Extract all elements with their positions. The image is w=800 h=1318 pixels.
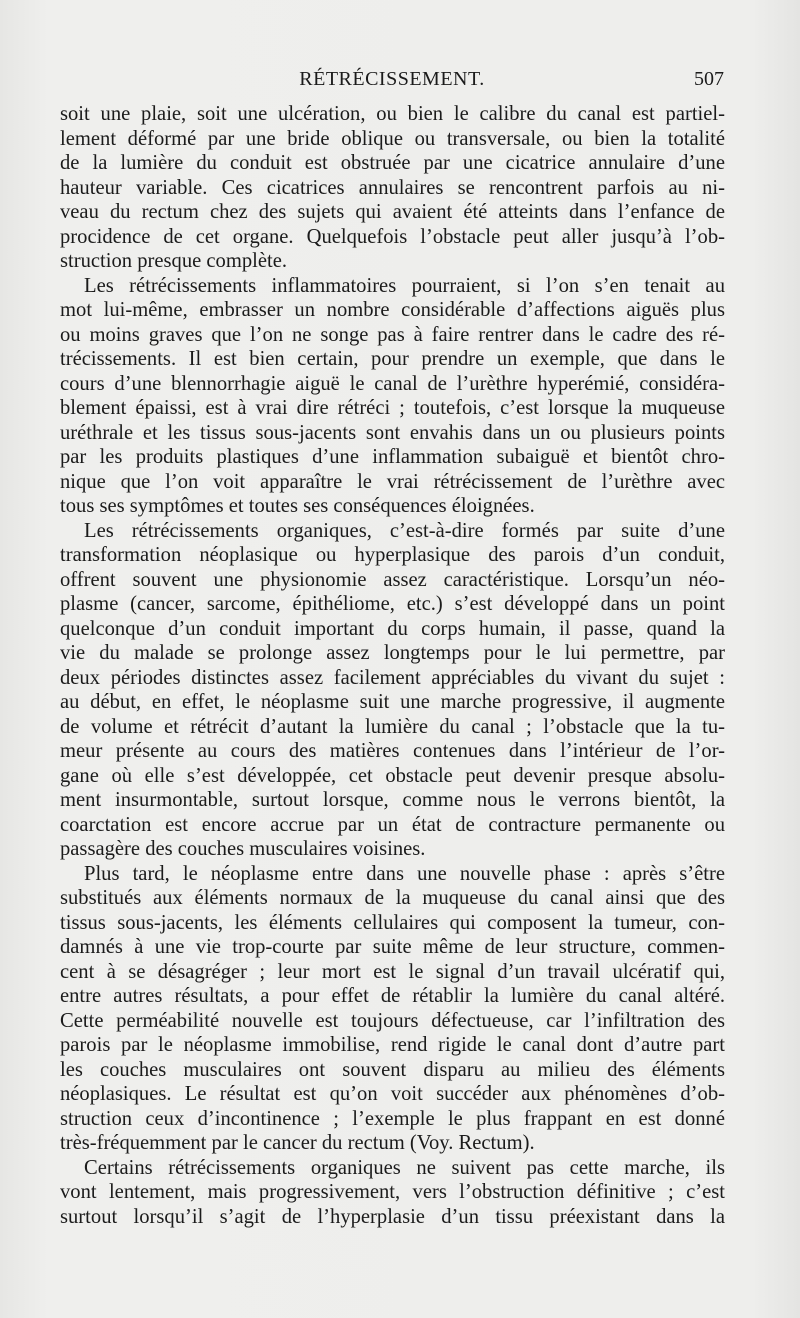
text-line: lement déformé par une bride oblique ou transversale, ou bien la totalité [60,127,725,150]
text-line: Plus tard, le néoplasme entre dans une nouvelle phase : après s’être [84,862,725,885]
text-line: tous ses symptômes et toutes ses conséquences éloignées. [60,495,535,517]
paragraph-1 [60,102,725,274]
text-line: de volume et rétrécit d’autant la lumière du canal ; l’obstacle que la tu- [60,715,725,738]
text-line: Certains rétrécissements organiques ne suivent pas cette marche, ils [84,1156,725,1179]
text-line: soit une plaie, soit une ulcération, ou bien le calibre du canal est partiel- [60,103,725,125]
text-line: tissus sous-jacents, les éléments cellulaires qui composent la tumeur, con- [60,911,725,934]
text-line: de la lumière du conduit est obstruée par une cicatrice annulaire d’une [60,152,725,174]
text-line: passagère des couches musculaires voisines. [60,838,426,860]
text-line: trécissements. Il est bien certain, pour prendre un exemple, que dans le [60,348,725,370]
text-line: Cette perméabilité nouvelle est toujours défectueuse, car l’infiltration des [60,1009,725,1032]
page-body [60,102,725,1229]
text-line: vie du malade se prolonge assez longtemps pour le lui permettre, par [60,642,725,664]
paragraph-2 [60,274,725,519]
text-line: plasme (cancer, sarcome, épithéliome, etc.) s’est développé dans un point [60,593,725,615]
text-line: struction presque complète. [60,250,288,272]
page-number: 507 [694,68,724,90]
text-line: Les rétrécissements inflammatoires pourraient, si l’on s’en tenait au [84,274,725,297]
paragraph-5 [60,1156,725,1230]
text-line: offrent souvent une physionomie assez caractéristique. Lorsqu’un néo- [60,568,725,591]
text-line: cours d’une blennorrhagie aiguë le canal de l’urèthre hyperémié, considéra- [60,372,725,395]
text-line: gane où elle s’est développée, cet obstacle peut devenir presque absolu- [60,764,725,787]
text-line: Les rétrécissements organiques, c’est-à-dire formés par suite d’une [84,519,725,542]
text-line: quelconque d’un conduit important du corps humain, il passe, quand la [60,617,725,640]
text-line: ment insurmontable, surtout lorsque, comme nous le verrons bientôt, la [60,789,725,811]
text-line: entre autres résultats, a pour effet de rétablir la lumière du canal altéré. [60,985,725,1007]
text-line: transformation néoplasique ou hyperplasique des parois d’un conduit, [60,544,725,566]
text-line: les couches musculaires ont souvent disparu au milieu des éléments [60,1058,725,1081]
text-line: deux périodes distinctes assez facilement appréciables du vivant du sujet : [60,666,725,689]
text-line: ou moins graves que l’on ne songe pas à faire rentrer dans le cadre des ré- [60,323,725,346]
paragraph-4 [60,862,725,1156]
text-line: blement épaissi, est à vrai dire rétréci ; toutefois, c’est lorsque la muqueuse [60,397,725,419]
text-line: surtout lorsqu’il s’agit de l’hyperplasie d’un tissu préexistant dans la [60,1205,725,1228]
text-line: substitués aux éléments normaux de la muqueuse du canal ainsi que des [60,887,725,909]
text-line: veau du rectum chez des sujets qui avaient été atteints dans l’enfance de [60,201,725,223]
text-line: parois par le néoplasme immobilise, rend rigide le canal dont d’autre part [60,1034,725,1056]
text-line: néoplasiques. Le résultat est qu’on voit succéder aux phénomènes d’ob- [60,1083,725,1105]
text-line: struction ceux d’incontinence ; l’exemple le plus frappant en est donné [60,1107,725,1130]
text-line: hauteur variable. Ces cicatrices annulaires se rencontrent parfois au ni- [60,176,725,199]
paragraph-3 [60,519,725,862]
text-line: cent à se désagréger ; leur mort est le signal d’un travail ulcératif qui, [60,960,725,983]
text-line: par les produits plastiques d’une inflammation subaiguë et bientôt chro- [60,446,725,468]
text-line: damnés à une vie trop-courte par suite même de leur structure, commen- [60,936,725,958]
page-header [60,68,724,98]
text-line: uréthrale et les tissus sous-jacents sont envahis dans un ou plusieurs points [60,421,725,444]
text-line: vont lentement, mais progressivement, vers l’obstruction définitive ; c’est [60,1181,725,1203]
text-line: mot lui-même, embrasser un nombre considérable d’affections aiguës plus [60,299,725,321]
text-line: meur présente au cours des matières contenues dans l’intérieur de l’or- [60,740,725,762]
text-line: procidence de cet organe. Quelquefois l’obstacle peut aller jusqu’à l’ob- [60,225,725,248]
text-line: coarctation est encore accrue par un état de contracture permanente ou [60,813,725,836]
running-title: RÉTRÉCISSEMENT. [299,68,485,90]
text-line: au début, en effet, le néoplasme suit une marche progressive, il augmente [60,691,725,713]
text-line: très-fréquemment par le cancer du rectum (Voy. Rectum). [60,1132,535,1154]
text-line: nique que l’on voit apparaître le vrai rétrécissement de l’urèthre avec [60,470,725,493]
